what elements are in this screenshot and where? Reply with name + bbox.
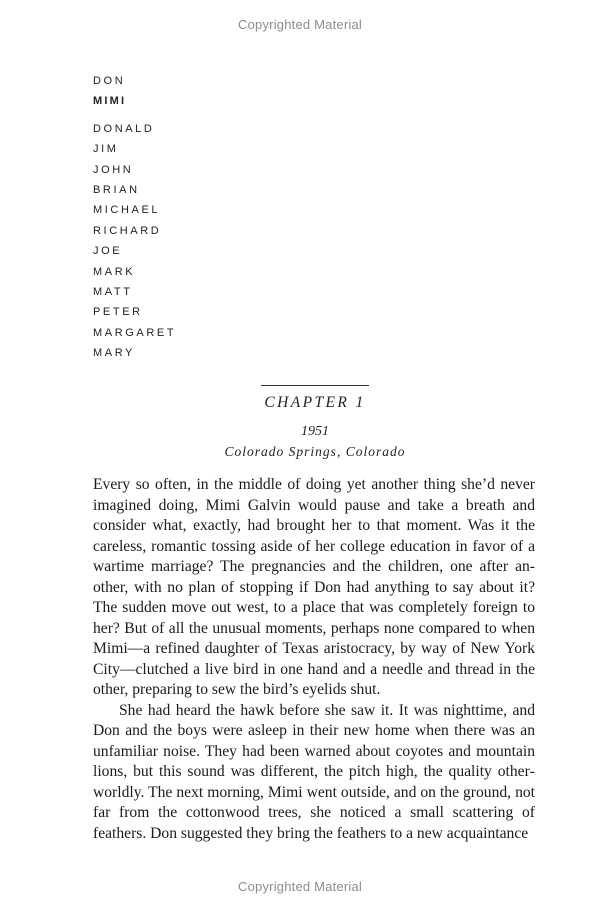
family-member-mother: MIMI xyxy=(93,95,127,108)
family-member: MICHAEL xyxy=(93,204,161,217)
body-paragraph: Every so often, in the middle of doing yet another thing she’d never imagined doing, Mimi Galvin would pause and take a breath and consider what, exactly, had brought her to that moment. Was it the careless, romantic tossing aside of her college education in favor of a wartime marriage? The pregnancies and the children, one after another, with no plan of stopping if Don had anything to say about it? The sudden move out west, to a place that was completely foreign to her? But of all the unusual moments, perhaps none compared to when Mimi—a refined daughter of Texas aristocracy, by way of New York City—clutched a live bird in one hand and a needle and thread in the other, preparing to sew the bird’s eyelids shut. xyxy=(93,476,535,698)
chapter-year: 1951 xyxy=(301,424,329,439)
family-member-father: DON xyxy=(93,75,126,87)
copyright-watermark-top: Copyrighted Material xyxy=(238,17,362,32)
family-member: MARY xyxy=(93,347,135,360)
chapter-divider-rule xyxy=(261,385,369,386)
family-member: PETER xyxy=(93,306,143,319)
family-member-list xyxy=(93,74,176,366)
copyright-watermark-bottom: Copyrighted Material xyxy=(238,879,362,894)
chapter-body-text xyxy=(93,475,535,844)
family-member: BRIAN xyxy=(93,183,140,196)
family-member: MARK xyxy=(93,265,136,278)
family-member: MATT xyxy=(93,285,133,298)
family-member: RICHARD xyxy=(93,224,162,237)
body-paragraph: She had heard the hawk before she saw it. It was nighttime, and Don and the boys were asleep in their new home when there was an unfamiliar noise. They had been warned about coyotes and mountain lions, but this sound was different, the pitch high, the quality otherworldly. The next morning, Mimi went outside, and on the ground, not far from the cottonwood trees, she noticed a small scattering of feathers. Don suggested they bring the feathers to a new acquaintance xyxy=(93,701,535,842)
family-member: MARGARET xyxy=(93,326,177,339)
family-member: DONALD xyxy=(93,122,155,135)
chapter-place: Colorado Springs, Colorado xyxy=(224,444,406,459)
family-member: JOE xyxy=(93,245,123,258)
family-member: JOHN xyxy=(93,163,134,176)
chapter-heading: CHAPTER 1 xyxy=(264,394,366,411)
family-member: JIM xyxy=(93,143,119,156)
